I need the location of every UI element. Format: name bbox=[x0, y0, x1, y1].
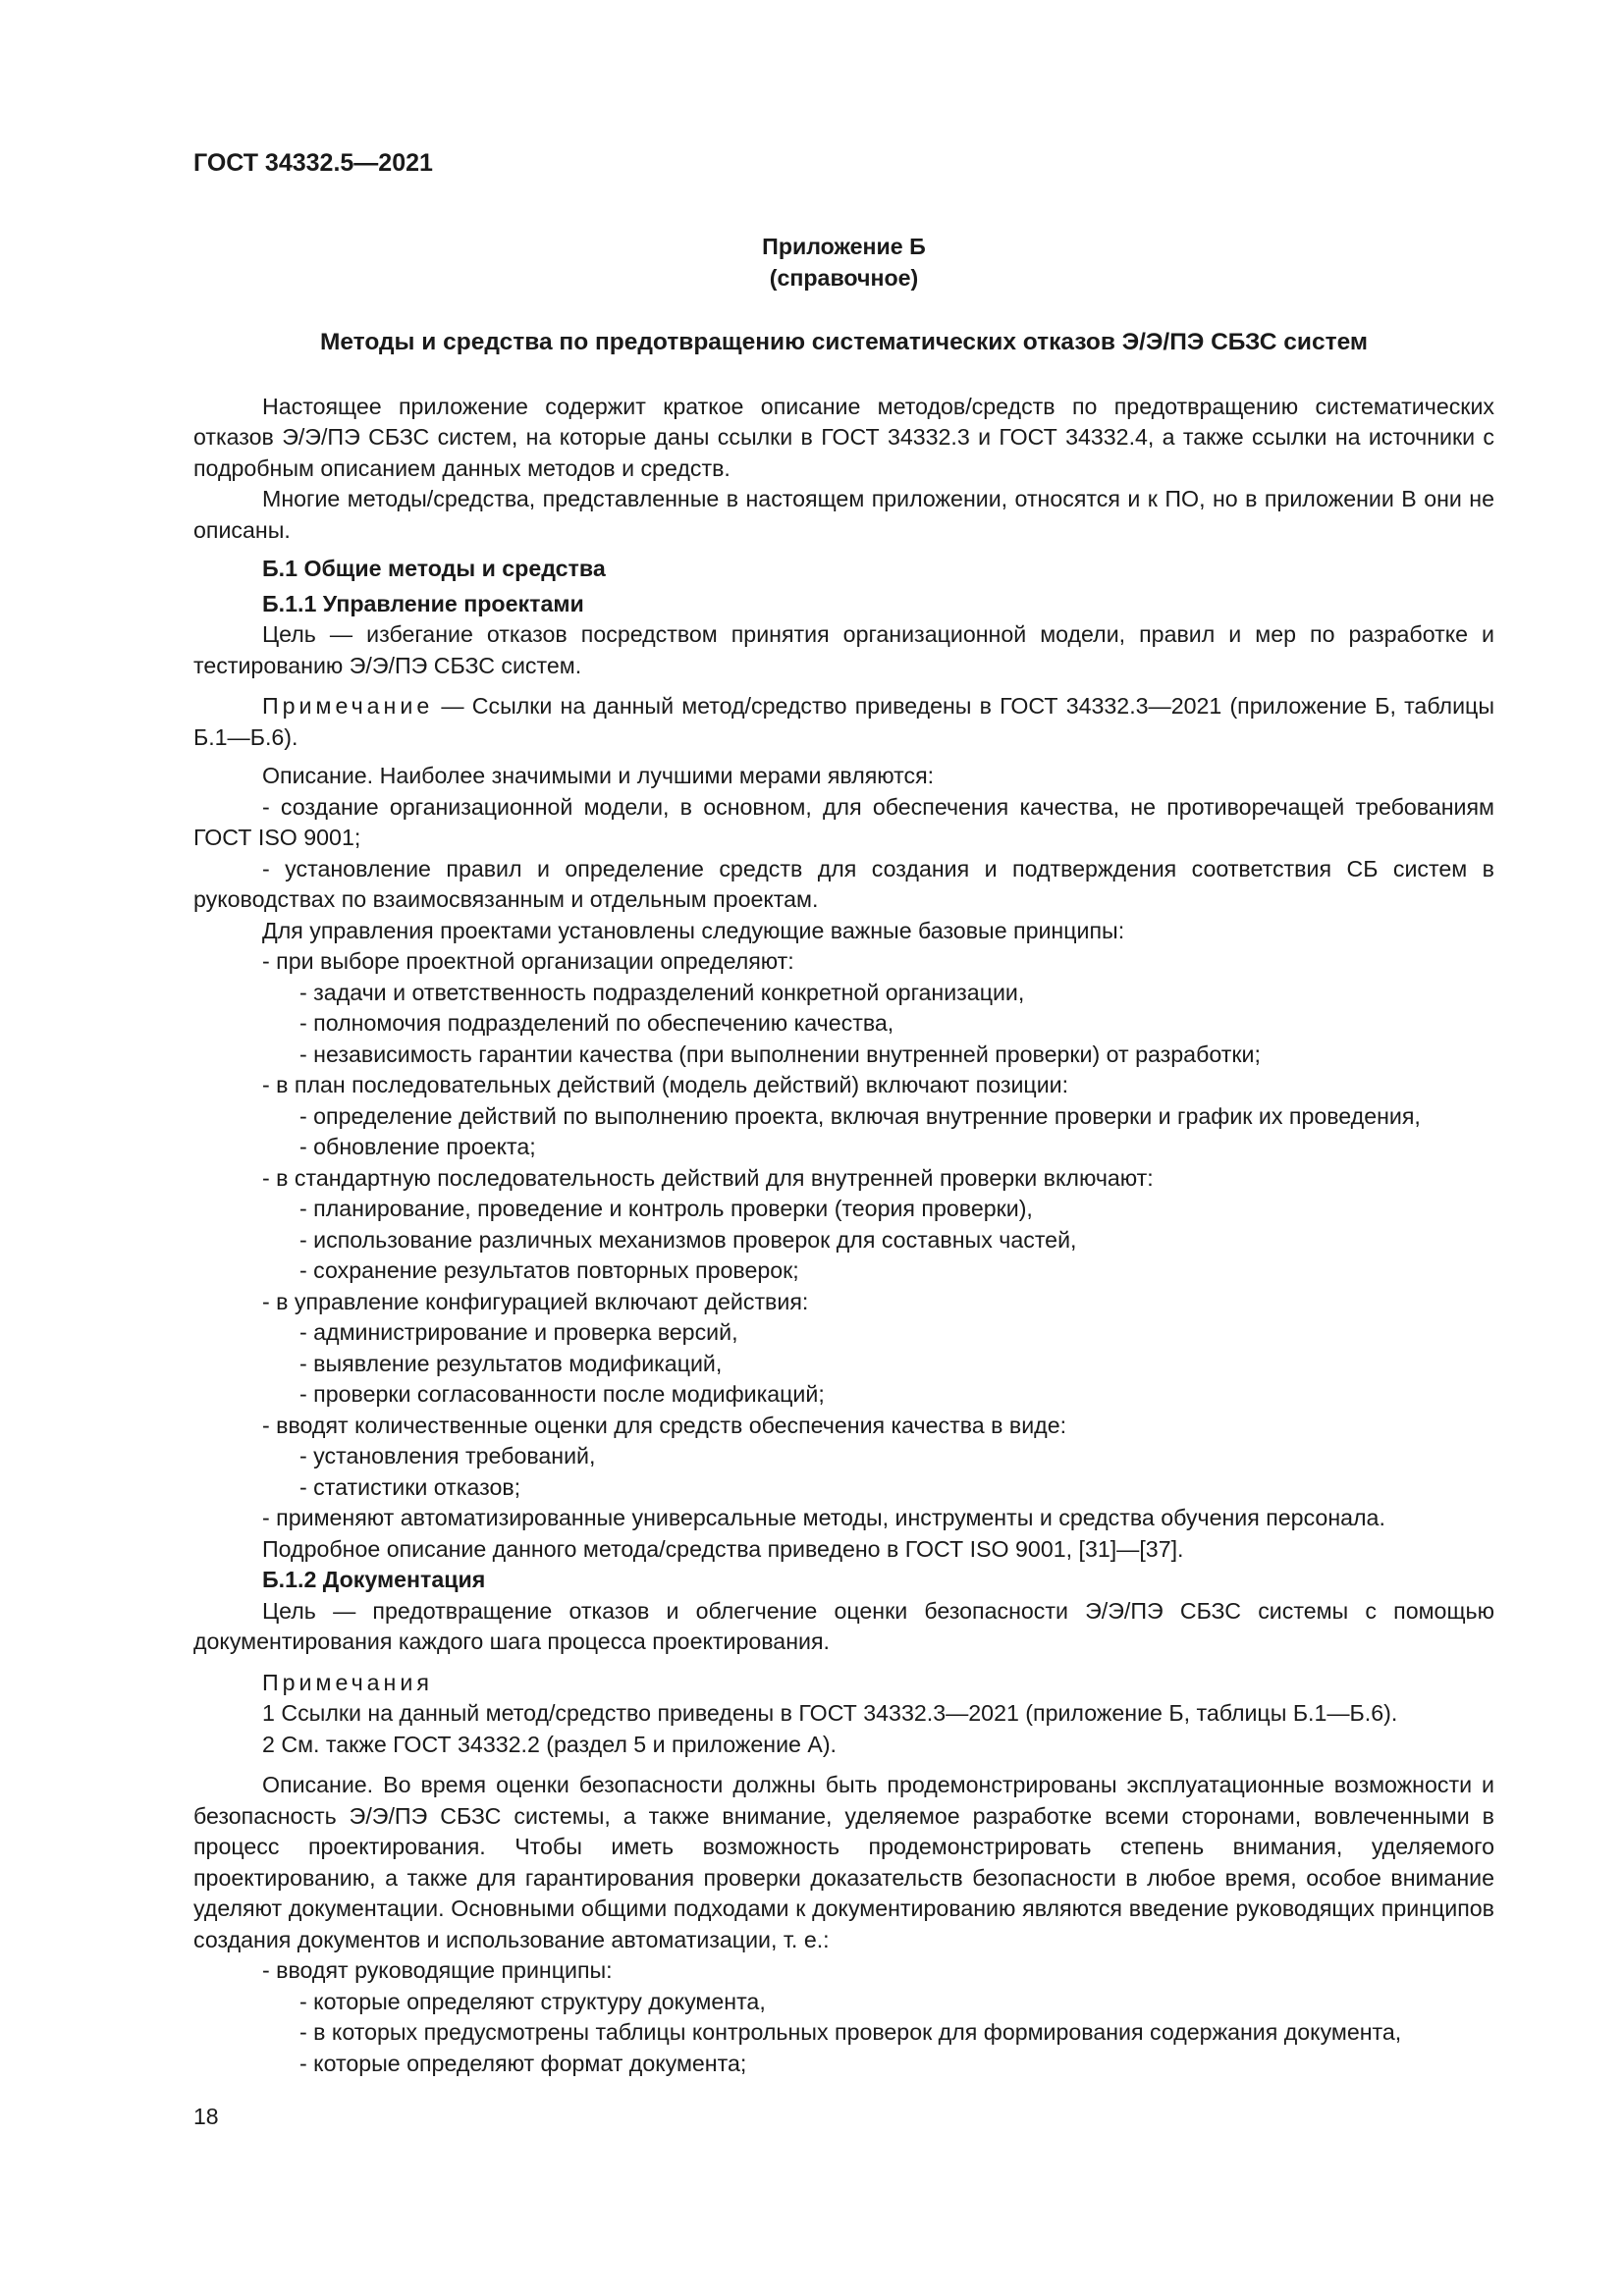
note-text: — Ссылки на данный метод/средство приведены в ГОСТ 34332.3—2021 (приложение Б, таблицы Б.1—Б.6). bbox=[193, 693, 1494, 750]
document-header: ГОСТ 34332.5—2021 bbox=[193, 149, 433, 177]
list-item: - в стандартную последовательность действий для внутренней проверки включают: bbox=[262, 1164, 1154, 1191]
section-b11-note bbox=[193, 691, 1494, 753]
notes-label: Примечания bbox=[262, 1669, 433, 1695]
note-label: Примечание bbox=[262, 693, 434, 719]
note-item: 1 Ссылки на данный метод/средство приведены в ГОСТ 34332.3—2021 (приложение Б, таблицы Б.1—Б.6). bbox=[262, 1700, 1398, 1726]
list-item: - использование различных механизмов проверок для составных частей, bbox=[299, 1226, 1077, 1253]
list-item: - задачи и ответственность подразделений конкретной организации, bbox=[299, 979, 1025, 1005]
principles-list bbox=[193, 946, 1494, 1565]
list-item: - полномочия подразделений по обеспечению качества, bbox=[299, 1010, 894, 1036]
list-item: - установление правил и определение средств для создания и подтверждения соответствия СБ систем в руководствах по взаимосвязанным и отдельным проектам. bbox=[193, 855, 1494, 912]
section-b11-heading: Б.1.1 Управление проектами bbox=[262, 590, 584, 616]
section-b12-goal: Цель — предотвращение отказов и облегчение оценки безопасности Э/Э/ПЭ СБЗС системы с помощью документирования каждого шага процесса проектирования. bbox=[193, 1597, 1494, 1654]
section-b11-description: Описание. Наиболее значимыми и лучшими мерами являются: bbox=[262, 763, 935, 788]
list-item: - применяют автоматизированные универсальные методы, инструменты и средства обучения персонала. bbox=[262, 1505, 1385, 1530]
appendix-main-title: Методы и средства по предотвращению систематических отказов Э/Э/ПЭ СБЗС систем bbox=[319, 329, 1369, 355]
list-item: - обновление проекта; bbox=[299, 1134, 536, 1159]
principles-intro: Для управления проектами установлены следующие важные базовые принципы: bbox=[262, 917, 1125, 943]
list-item: - сохранение результатов повторных проверок; bbox=[299, 1257, 799, 1283]
list-item: - создание организационной модели, в основном, для обеспечения качества, не противоречащей требованиям ГОСТ ISO 9001; bbox=[193, 793, 1494, 850]
list-item: - администрирование и проверка версий, bbox=[299, 1319, 738, 1345]
note-item: 2 См. также ГОСТ 34332.2 (раздел 5 и приложение А). bbox=[262, 1731, 837, 1757]
list-item: - в которых предусмотрены таблицы контрольных проверок для формирования содержания документа, bbox=[299, 2019, 1402, 2045]
list-item: - которые определяют структуру документа, bbox=[299, 1988, 766, 2014]
list-item: - которые определяют формат документа; bbox=[299, 2050, 747, 2076]
list-item: - в управление конфигурацией включают действия: bbox=[262, 1288, 809, 1314]
list-item: - при выборе проектной организации определяют: bbox=[262, 948, 794, 974]
list-item: - определение действий по выполнению проекта, включая внутренние проверки и график их проведения, bbox=[299, 1102, 1421, 1129]
list-item: - проверки согласованности после модификаций; bbox=[299, 1381, 825, 1407]
section-b11-goal: Цель — избегание отказов посредством принятия организационной модели, правил и мер по разработке и тестированию Э/Э/ПЭ СБЗС систем. bbox=[193, 621, 1494, 678]
appendix-type: (справочное) bbox=[769, 264, 919, 291]
section-b1-heading: Б.1 Общие методы и средства bbox=[262, 556, 606, 581]
intro-paragraph-1: Настоящее приложение содержит краткое описание методов/средств по предотвращению систематических отказов Э/Э/ПЭ СБЗС систем, на которые даны ссылки в ГОСТ 34332.3 и ГОСТ 34332.4, а также ссылки на источники с подробным описанием данных методов и средств. bbox=[193, 393, 1494, 481]
list-item: - установления требований, bbox=[299, 1443, 596, 1468]
page-content bbox=[193, 232, 1494, 2079]
list-item: - вводят количественные оценки для средств обеспечения качества в виде: bbox=[262, 1412, 1067, 1438]
list-item: - вводят руководящие принципы: bbox=[262, 1957, 613, 1983]
appendix-title: Приложение Б bbox=[762, 234, 926, 259]
list-item: - статистики отказов; bbox=[299, 1473, 521, 1500]
list-item: - в план последовательных действий (модель действий) включают позиции: bbox=[262, 1072, 1069, 1097]
list-item: - независимость гарантии качества (при выполнении внутренней проверки) от разработки; bbox=[299, 1041, 1261, 1067]
list-item: - планирование, проведение и контроль проверки (теория проверки), bbox=[299, 1196, 1033, 1221]
section-b12-description: Описание. Во время оценки безопасности должны быть продемонстрированы эксплуатационные возможности и безопасность Э/Э/ПЭ СБЗС системы, а также внимание, уделяемое разработке всеми сторонами, вовлеченными в процесс проектирования. Чтобы иметь возможность продемонстрировать степень внимания, уделяемого проектированию, а также для гарантирования проверки доказательств безопасности в любое время, особое внимание уделяют документации. Основными общими подходами к документированию являются введение руководящих принципов создания документов и использование автоматизации, т. е.: bbox=[193, 1772, 1494, 1952]
appendix-heading bbox=[193, 232, 1494, 294]
list-item: Подробное описание данного метода/средства приведено в ГОСТ ISO 9001, [31]—[37]. bbox=[262, 1535, 1184, 1562]
list-item: - выявление результатов модификаций, bbox=[299, 1350, 723, 1376]
intro-paragraph-2: Многие методы/средства, представленные в настоящем приложении, относятся и к ПО, но в приложении В они не описаны. bbox=[193, 486, 1494, 543]
section-b12-heading: Б.1.2 Документация bbox=[262, 1567, 486, 1592]
section-b12-notes bbox=[193, 1668, 1494, 1761]
page-number: 18 bbox=[193, 2104, 219, 2129]
